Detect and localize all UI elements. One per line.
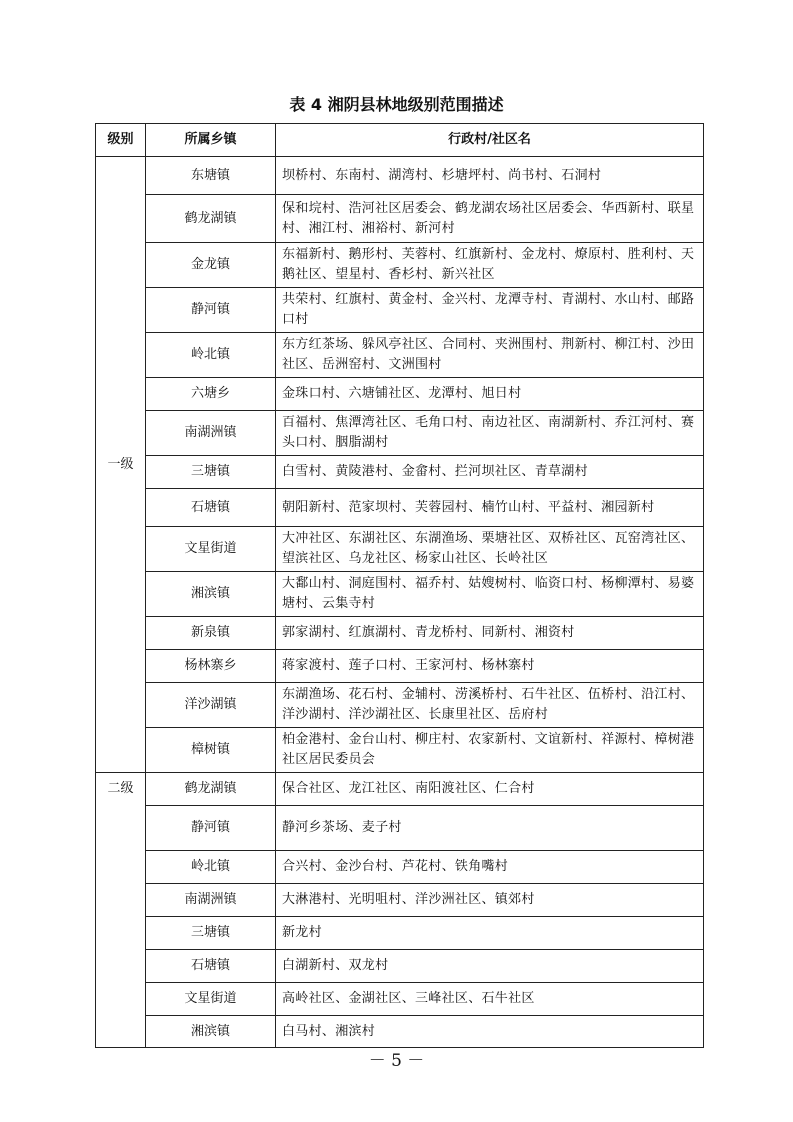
villages-cell: 保合社区、龙江社区、南阳渡社区、仁合村: [276, 773, 704, 806]
table-row: [96, 650, 704, 683]
villages-cell: 静河乡茶场、麦子村: [276, 806, 704, 851]
villages-cell: 百福村、焦潭湾社区、毛角口村、南边社区、南湖新村、乔江河村、赛头口村、胭脂湖村: [276, 411, 704, 456]
table-row: [96, 917, 704, 950]
table-row: [96, 411, 704, 456]
villages-cell: 朝阳新村、范家坝村、芙蓉园村、楠竹山村、平益村、湘园新村: [276, 489, 704, 527]
town-cell: 东塘镇: [146, 157, 276, 195]
town-cell: 湘滨镇: [146, 1016, 276, 1048]
header-row: [96, 124, 704, 157]
town-cell: 洋沙湖镇: [146, 683, 276, 728]
table-row: [96, 1016, 704, 1048]
town-cell: 金龙镇: [146, 243, 276, 288]
header-level: 级别: [96, 124, 146, 157]
table-row: [96, 333, 704, 378]
table-row: [96, 489, 704, 527]
villages-cell: 大冲社区、东湖社区、东湖渔场、栗塘社区、双桥社区、瓦窑湾社区、望滨社区、乌龙社区、杨家山社区、长岭社区: [276, 527, 704, 572]
villages-cell: 合兴村、金沙台村、芦花村、铁角嘴村: [276, 851, 704, 884]
table-row: [96, 456, 704, 489]
town-cell: 新泉镇: [146, 617, 276, 650]
town-cell: 石塘镇: [146, 950, 276, 983]
table-row: [96, 527, 704, 572]
town-cell: 岭北镇: [146, 333, 276, 378]
town-cell: 岭北镇: [146, 851, 276, 884]
town-cell: 鹤龙湖镇: [146, 195, 276, 243]
table-row: [96, 157, 704, 195]
villages-cell: 白湖新村、双龙村: [276, 950, 704, 983]
table-row: [96, 983, 704, 1016]
town-cell: 杨林寨乡: [146, 650, 276, 683]
table-row: [96, 572, 704, 617]
town-cell: 三塘镇: [146, 456, 276, 489]
town-cell: 南湖洲镇: [146, 411, 276, 456]
table-row: [96, 884, 704, 917]
villages-cell: 大淋港村、光明咀村、洋沙洲社区、镇郊村: [276, 884, 704, 917]
villages-cell: 白雪村、黄陵港村、金畲村、拦河坝社区、青草湖村: [276, 456, 704, 489]
table-row: [96, 288, 704, 333]
table-row: [96, 617, 704, 650]
town-cell: 南湖洲镇: [146, 884, 276, 917]
villages-cell: 保和垸村、浩河社区居委会、鹤龙湖农场社区居委会、华西新村、联星村、湘江村、湘裕村、新河村: [276, 195, 704, 243]
table-title: 表 4 湘阴县林地级别范围描述: [289, 95, 504, 114]
villages-cell: 东方红茶场、躲风亭社区、合同村、夹洲围村、荆新村、柳江村、沙田社区、岳洲窑村、文洲围村: [276, 333, 704, 378]
villages-cell: 柏金港村、金台山村、柳庄村、农家新村、文谊新村、祥源村、樟树港社区居民委员会: [276, 728, 704, 773]
table-row: [96, 683, 704, 728]
villages-cell: 共荣村、红旗村、黄金村、金兴村、龙潭寺村、青湖村、水山村、邮路口村: [276, 288, 704, 333]
header-villages: 行政村/社区名: [276, 124, 704, 157]
town-cell: 静河镇: [146, 288, 276, 333]
villages-cell: 白马村、湘滨村: [276, 1016, 704, 1048]
villages-cell: 高岭社区、金湖社区、三峰社区、石牛社区: [276, 983, 704, 1016]
town-cell: 文星街道: [146, 983, 276, 1016]
villages-cell: 新龙村: [276, 917, 704, 950]
villages-cell: 蒋家渡村、莲子口村、王家河村、杨林寨村: [276, 650, 704, 683]
header-town: 所属乡镇: [146, 124, 276, 157]
town-cell: 樟树镇: [146, 728, 276, 773]
table-row: [96, 851, 704, 884]
villages-cell: 郭家湖村、红旗湖村、青龙桥村、同新村、湘资村: [276, 617, 704, 650]
villages-cell: 大鄱山村、洞庭围村、福乔村、姑嫂树村、临资口村、杨柳潭村、易婆塘村、云集寺村: [276, 572, 704, 617]
town-cell: 湘滨镇: [146, 572, 276, 617]
table-row: [96, 773, 704, 806]
level-cell: 二级: [96, 773, 146, 1048]
town-cell: 三塘镇: [146, 917, 276, 950]
villages-cell: 金珠口村、六塘铺社区、龙潭村、旭日村: [276, 378, 704, 411]
table-row: [96, 195, 704, 243]
villages-cell: 东湖渔场、花石村、金辅村、涝溪桥村、石牛社区、伍桥村、沿江村、洋沙湖村、洋沙湖社区、长康里社区、岳府村: [276, 683, 704, 728]
table-row: [96, 806, 704, 851]
table-row: [96, 243, 704, 288]
villages-cell: 东福新村、鹅形村、芙蓉村、红旗新村、金龙村、燎原村、胜利村、天鹅社区、望星村、香杉村、新兴社区: [276, 243, 704, 288]
town-cell: 鹤龙湖镇: [146, 773, 276, 806]
town-cell: 文星街道: [146, 527, 276, 572]
page-number: － 5 －: [368, 1051, 425, 1071]
level-cell: 一级: [96, 157, 146, 773]
forest-level-table: [95, 123, 704, 1048]
villages-cell: 坝桥村、东南村、湖湾村、杉塘坪村、尚书村、石洞村: [276, 157, 704, 195]
town-cell: 六塘乡: [146, 378, 276, 411]
town-cell: 静河镇: [146, 806, 276, 851]
table-row: [96, 950, 704, 983]
table-row: [96, 378, 704, 411]
table-row: [96, 728, 704, 773]
town-cell: 石塘镇: [146, 489, 276, 527]
